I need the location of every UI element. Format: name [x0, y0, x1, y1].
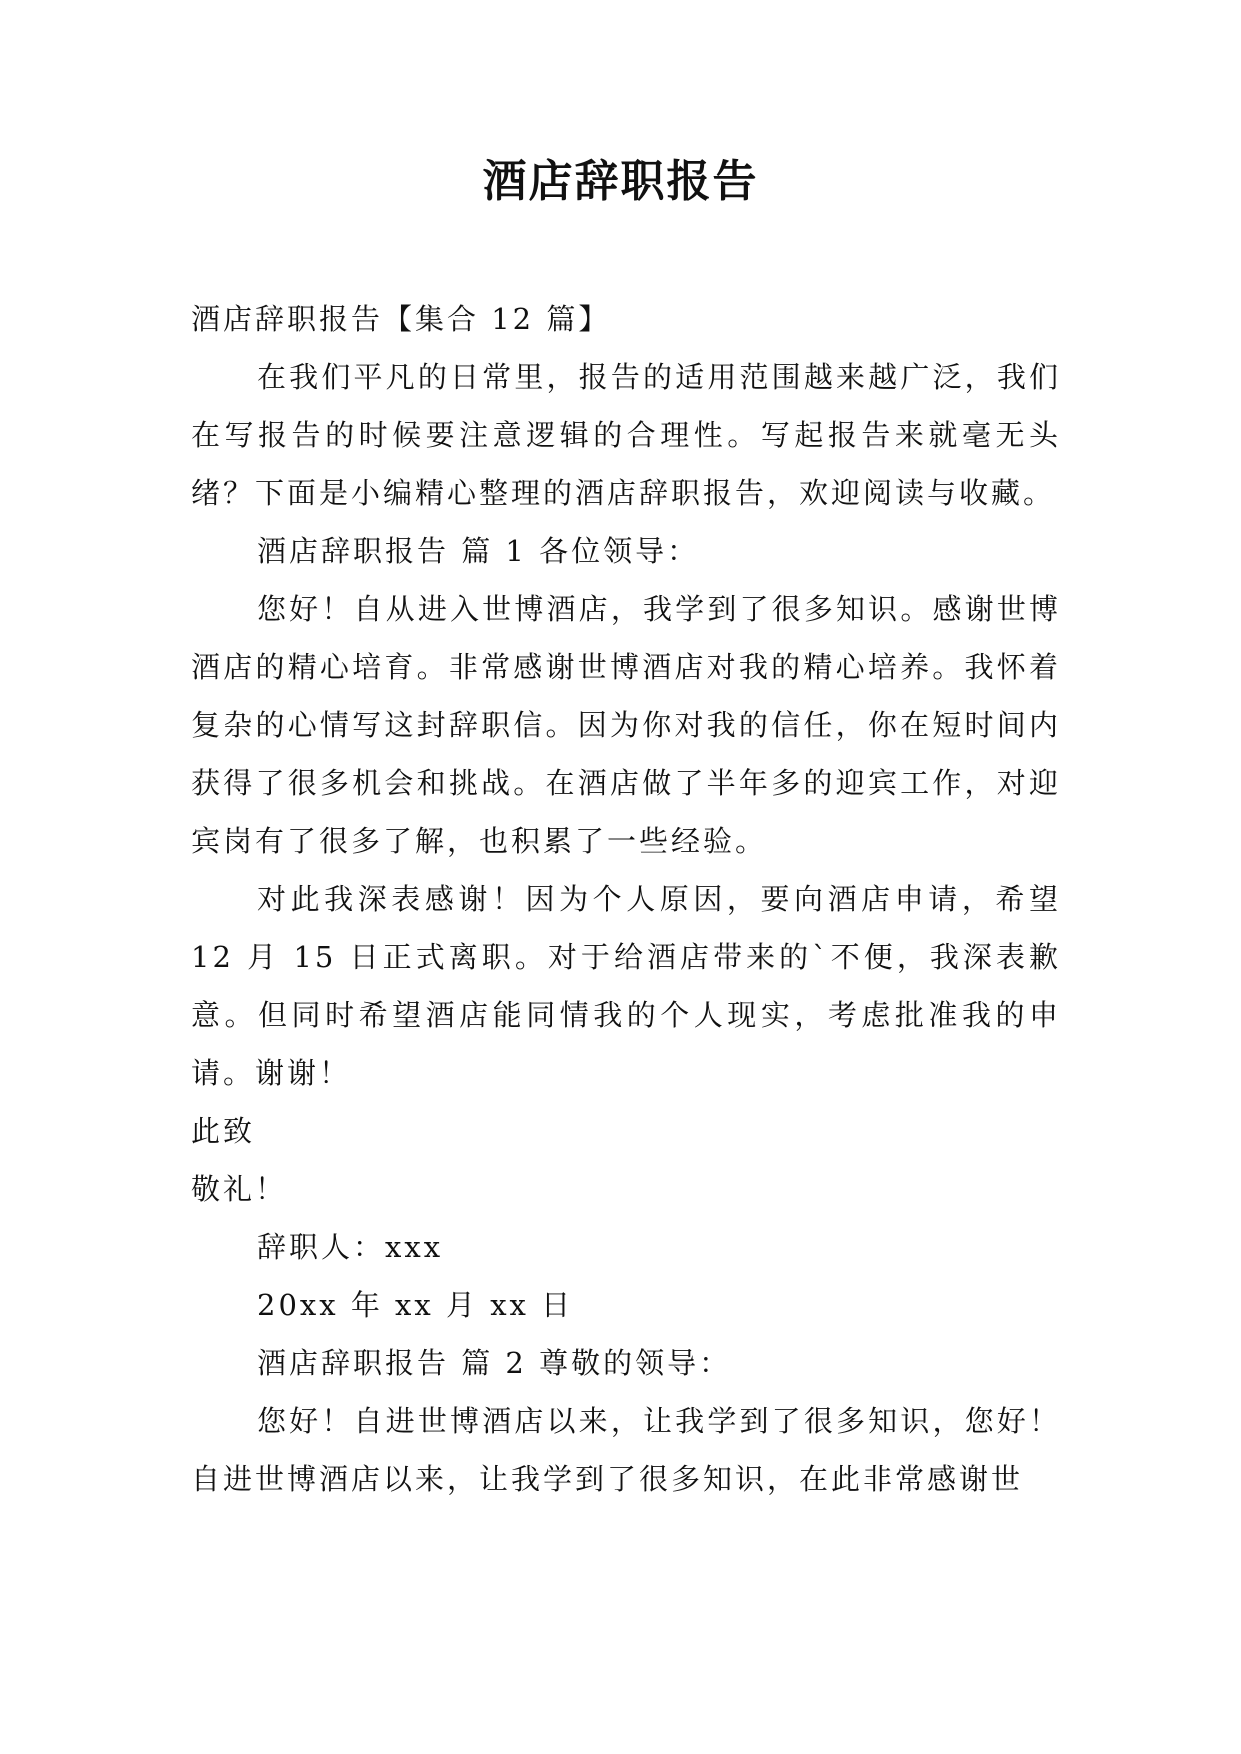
closing-regards: 敬礼！: [191, 1172, 288, 1206]
section-2-heading: 酒店辞职报告 篇 2 尊敬的领导：: [257, 1346, 732, 1380]
document-body: [191, 290, 1061, 1508]
section-1-paragraph-1: 您好！自从进入世博酒店，我学到了很多知识。感谢世博酒店的精心培育。非常感谢世博酒店对我的精心培养。我怀着复杂的心情写这封辞职信。因为你对我的信任，你在短时间内获得了很多机会和挑战。在酒店做了半年多的迎宾工作，对迎宾岗有了很多了解，也积累了一些经验。: [191, 592, 1061, 858]
intro-paragraph: 在我们平凡的日常里，报告的适用范围越来越广泛，我们在写报告的时候要注意逻辑的合理性。写起报告来就毫无头绪？下面是小编精心整理的酒店辞职报告，欢迎阅读与收藏。: [191, 360, 1061, 510]
section-1-paragraph-2: 对此我深表感谢！因为个人原因，要向酒店申请，希望 12 月 15 日正式离职。对于给酒店带来的`不便，我深表歉意。但同时希望酒店能同情我的个人现实，考虑批准我的申请。谢谢！: [191, 882, 1061, 1090]
subtitle-line: 酒店辞职报告【集合 12 篇】: [191, 302, 611, 336]
closing-salutation: 此致: [191, 1114, 256, 1148]
document-title: 酒店辞职报告: [482, 156, 759, 207]
section-2-paragraph-1: 您好！自进世博酒店以来，让我学到了很多知识，您好！自进世博酒店以来，让我学到了很多知识，在此非常感谢世: [191, 1404, 1061, 1496]
date-line: 20xx 年 xx 月 xx 日: [257, 1288, 574, 1322]
section-1-heading: 酒店辞职报告 篇 1 各位领导：: [257, 534, 700, 568]
signatory-line: 辞职人：xxx: [257, 1230, 444, 1264]
